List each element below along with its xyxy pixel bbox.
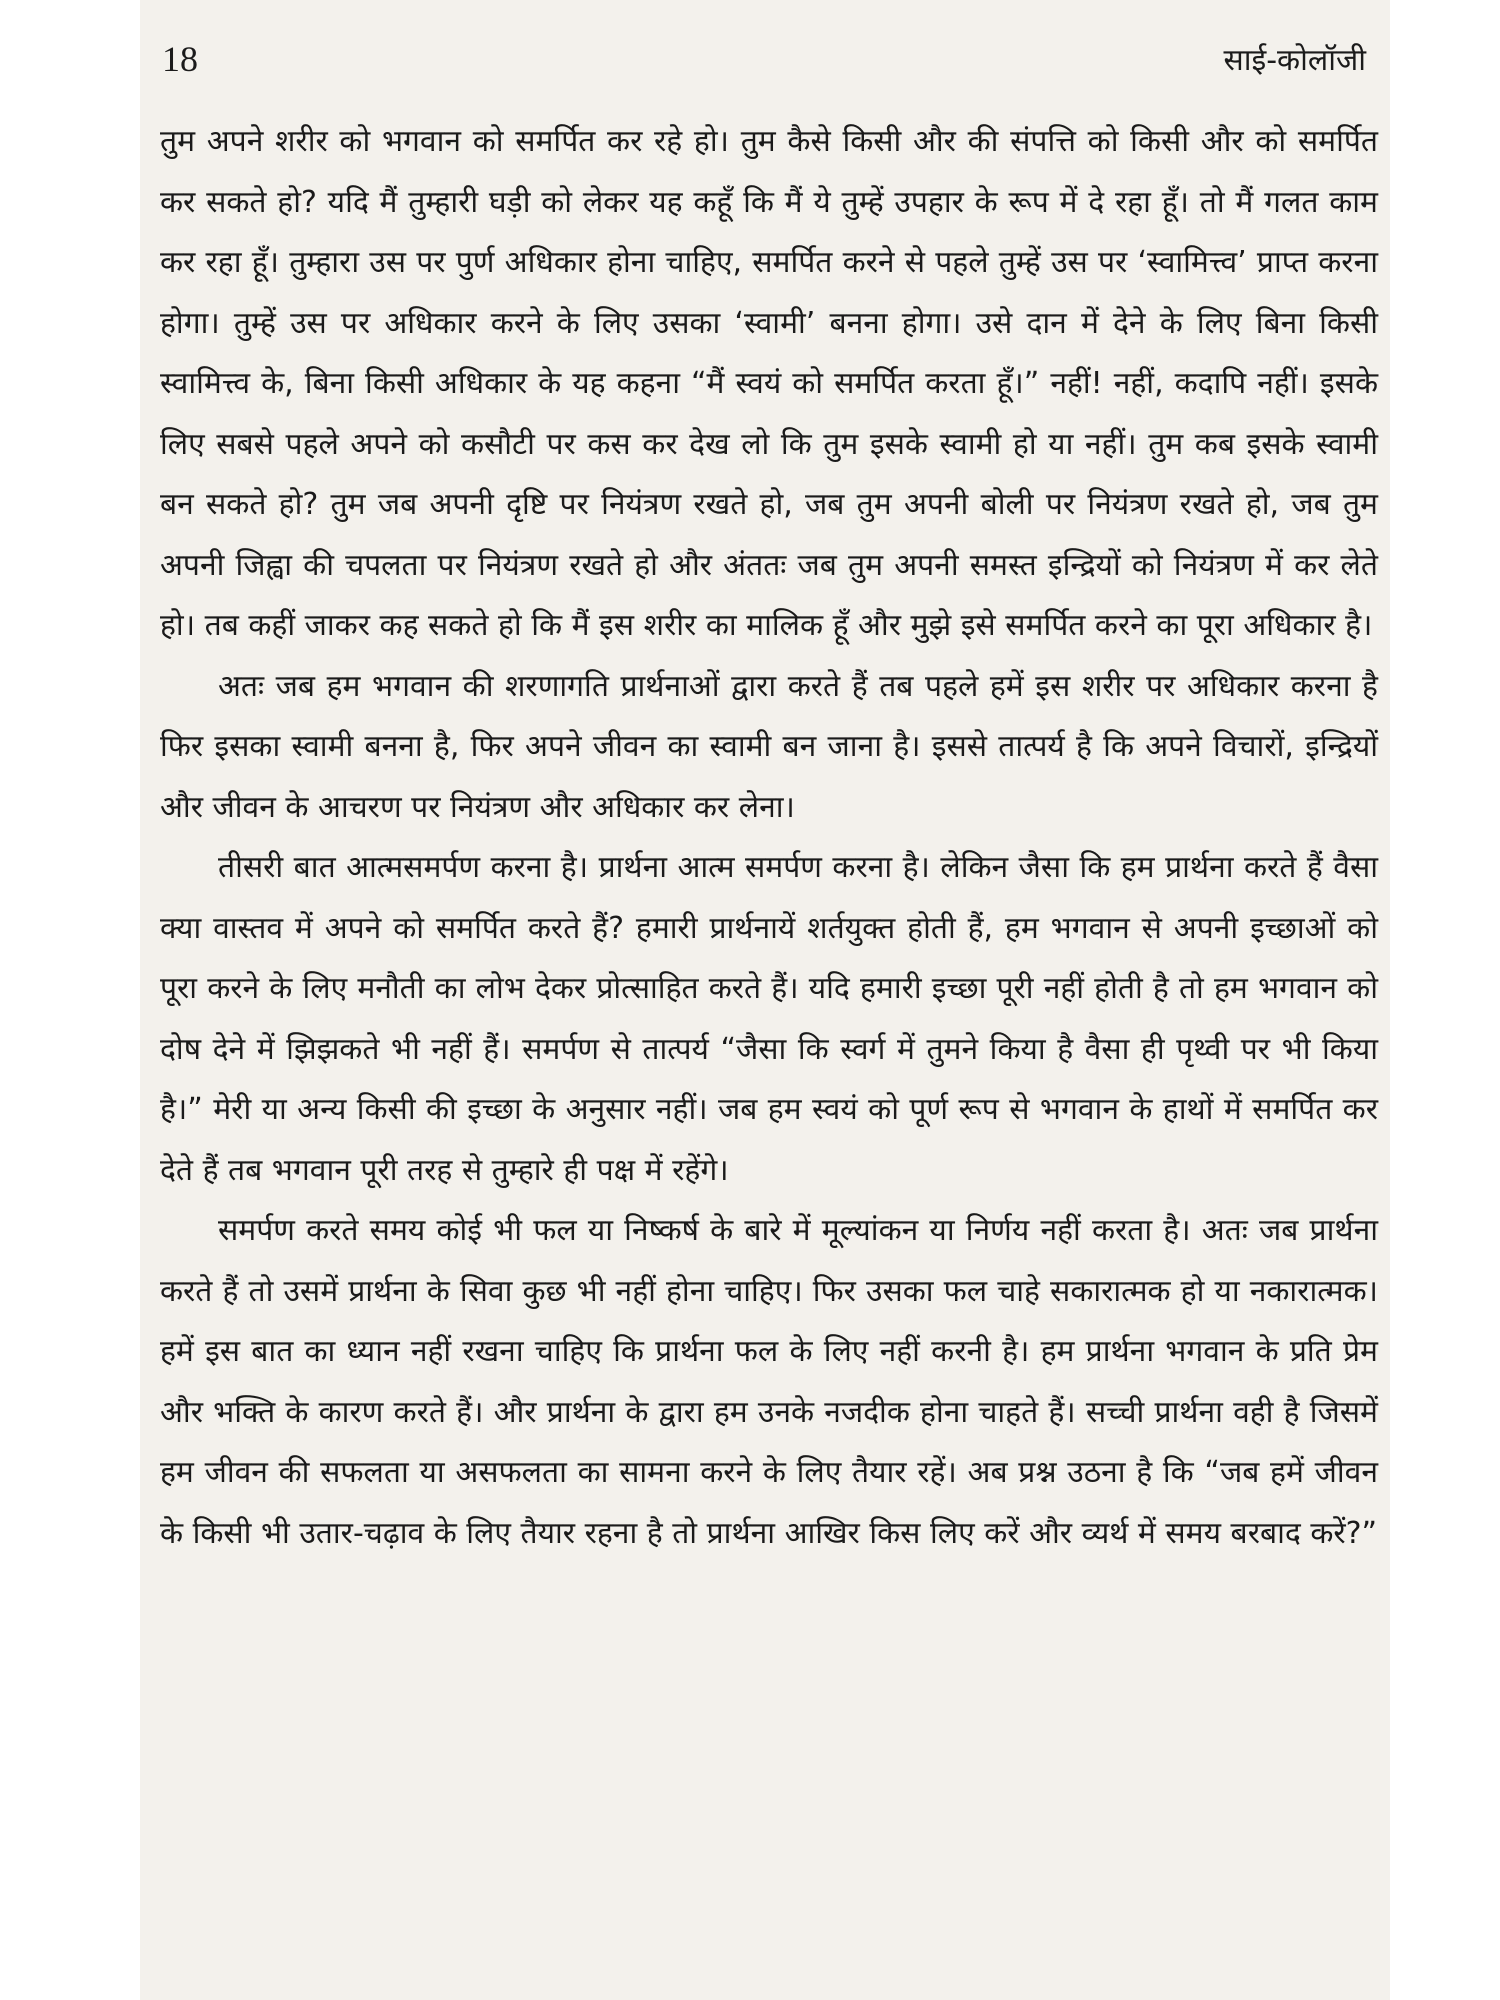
paragraph-4: समर्पण करते समय कोई भी फल या निष्कर्ष के बारे में मूल्यांकन या निर्णय नहीं करता है। अतः जब प्रार्थना करते हैं तो उसमें प्रार्थना के सिवा कुछ भी नहीं होना चाहिए। फिर उसका फल चाहे सकारात्मक हो या नकारात्मक। हमें इस बात का ध्यान नहीं रखना चाहिए कि प्रार्थना फल के लिए नहीं करनी है। हम प्रार्थना भगवान के प्रति प्रेम और भक्ति के कारण करते हैं। और प्रार्थना के द्वारा हम उनके नजदीक होना चाहते हैं। सच्ची प्रार्थना वही है जिसमें हम जीवन की सफलता या असफलता का सामना करने के लिए तैयार रहें। अब प्रश्न उठना है कि “जब हमें जीवन के किसी भी उतार-चढ़ाव के लिए तैयार रहना है तो प्रार्थना आखिर किस लिए करें और व्यर्थ में समय बरबाद करें?” [160,1213,1378,1551]
paragraph-2: अतः जब हम भगवान की शरणागति प्रार्थनाओं द्वारा करते हैं तब पहले हमें इस शरीर पर अधिकार करना है फिर इसका स्वामी बनना है, फिर अपने जीवन का स्वामी बन जाना है। इससे तात्पर्य है कि अपने विचारों, इन्द्रियों और जीवन के आचरण पर नियंत्रण और अधिकार कर लेना। [160,668,1378,825]
paragraph-3: तीसरी बात आत्मसमर्पण करना है। प्रार्थना आत्म समर्पण करना है। लेकिन जैसा कि हम प्रार्थना करते हैं वैसा क्या वास्तव में अपने को समर्पित करते हैं? हमारी प्रार्थनायें शर्तयुक्त होती हैं, हम भगवान से अपनी इच्छाओं को पूरा करने के लिए मनौती का लोभ देकर प्रोत्साहित करते हैं। यदि हमारी इच्छा पूरी नहीं होती है तो हम भगवान को दोष देने में झिझकते भी नहीं हैं। समर्पण से तात्पर्य “जैसा कि स्वर्ग में तुमने किया है वैसा ही पृथ्वी पर भी किया है।” मेरी या अन्य किसी की इच्छा के अनुसार नहीं। जब हम स्वयं को पूर्ण रूप से भगवान के हाथों में समर्पित कर देते हैं तब भगवान पूरी तरह से तुम्हारे ही पक्ष में रहेंगे। [160,850,1378,1188]
body-text [160,112,1378,1564]
page-number: 18 [162,39,198,79]
running-title: साई-कोलॉजी [1223,43,1366,78]
paragraph-1: तुम अपने शरीर को भगवान को समर्पित कर रहे हो। तुम कैसे किसी और की संपत्ति को किसी और को समर्पित कर सकते हो? यदि मैं तुम्हारी घड़ी को लेकर यह कहूँ कि मैं ये तुम्हें उपहार के रूप में दे रहा हूँ। तो मैं गलत काम कर रहा हूँ। तुम्हारा उस पर पुर्ण अधिकार होना चाहिए, समर्पित करने से पहले तुम्हें उस पर ‘स्वामित्त्व’ प्राप्त करना होगा। तुम्हें उस पर अधिकार करने के लिए उसका ‘स्वामी’ बनना होगा। उसे दान में देने के लिए बिना किसी स्वामित्त्व के, बिना किसी अधिकार के यह कहना “मैं स्वयं को समर्पित करता हूँ।” नहीं! नहीं, कदापि नहीं। इसके लिए सबसे पहले अपने को कसौटी पर कस कर देख लो कि तुम इसके स्वामी हो या नहीं। तुम कब इसके स्वामी बन सकते हो? तुम जब अपनी दृष्टि पर नियंत्रण रखते हो, जब तुम अपनी बोली पर नियंत्रण रखते हो, जब तुम अपनी जिह्वा की चपलता पर नियंत्रण रखते हो और अंततः जब तुम अपनी समस्त इन्द्रियों को नियंत्रण में कर लेते हो। तब कहीं जाकर कह सकते हो कि मैं इस शरीर का मालिक हूँ और मुझे इसे समर्पित करने का पूरा अधिकार है। [160,124,1378,643]
book-page [140,0,1390,2000]
page-header [162,38,1366,88]
